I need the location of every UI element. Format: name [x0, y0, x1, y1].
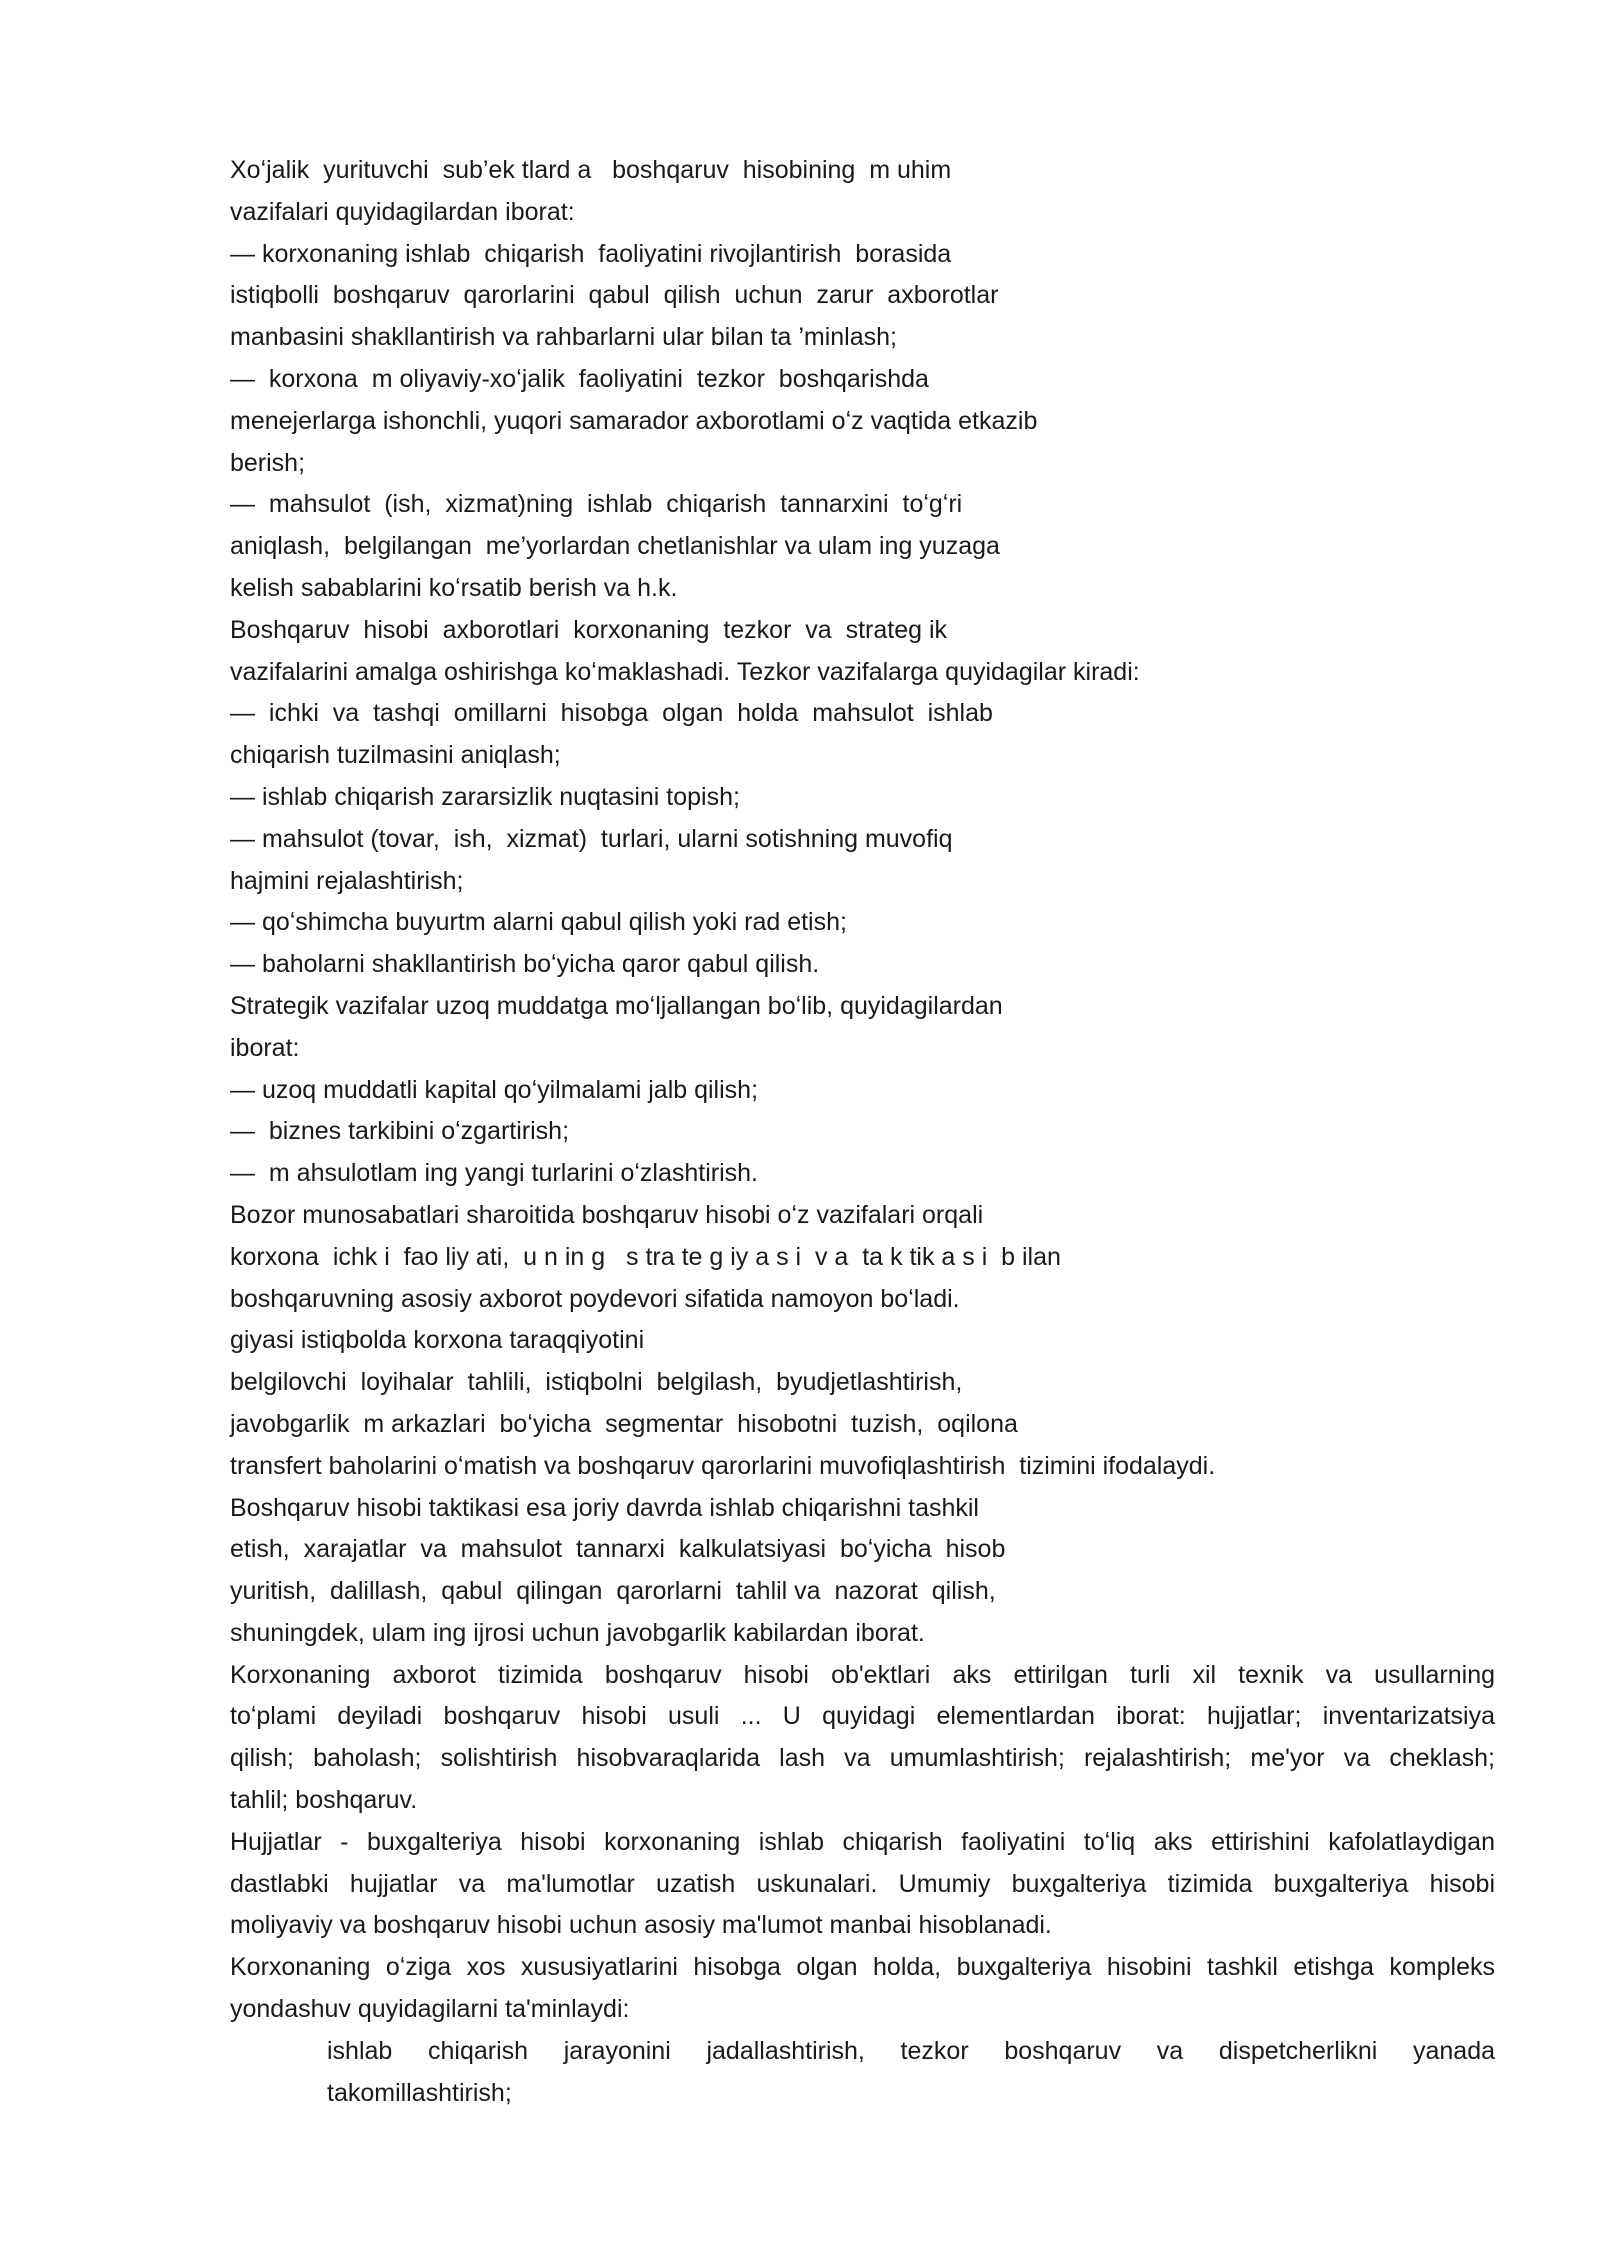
text-line: dastlabki hujjatlar va ma'lumotlar uzatish uskunalari. Umumiy buxgalteriya tizimida buxgalteriya hisobi	[230, 1869, 1495, 1898]
text-line: qilish; baholash; solishtirish hisobvaraqlarida lash va umumlashtirish; rejalashtirish; me'yor va cheklash;	[230, 1744, 1495, 1773]
text-line: javobgarlik m arkazlari boʻyicha segmentar hisobotni tuzish, oqilona	[230, 1409, 1018, 1438]
text-line: iborat:	[230, 1033, 300, 1062]
text-line: — ichki va tashqi omillarni hisobga olgan holda mahsulot ishlab	[230, 699, 993, 728]
text-line: — baholarni shakllantirish boʻyicha qaror qabul qilish.	[230, 950, 820, 979]
text-line: Bozor munosabatlari sharoitida boshqaruv hisobi oʻz vazifalari orqali	[230, 1200, 984, 1229]
text-line: giyasi istiqbolda korxona taraqqiyotini	[230, 1326, 645, 1355]
text-line: Strategik vazifalar uzoq muddatga moʻljallangan boʻlib, quyidagilardan	[230, 991, 1003, 1020]
text-line: — uzoq muddatli kapital qoʻyilmalami jalb qilish;	[230, 1075, 759, 1104]
text-line: Boshqaruv hisobi axborotlari korxonaning tezkor va strateg ik	[230, 615, 948, 644]
text-line: — mahsulot (tovar, ish, xizmat) turlari, ularni sotishning muvofiq	[230, 824, 953, 853]
text-line: — mahsulot (ish, xizmat)ning ishlab chiqarish tannarxini toʻgʻri	[230, 490, 963, 519]
text-line: kelish sabablarini koʻrsatib berish va h.k.	[230, 573, 678, 602]
text-line: korxona ichk i fao liy ati, u n in g s tra te g iy a s i v a ta k tik a s i b ilan	[230, 1242, 1061, 1271]
text-line: — m ahsulotlam ing yangi turlarini oʻzlashtirish.	[230, 1159, 758, 1188]
text-line: berish;	[230, 448, 306, 477]
text-line: — biznes tarkibini oʻzgartirish;	[230, 1117, 570, 1146]
text-line: istiqbolli boshqaruv qarorlarini qabul qilish uchun zarur axborotlar	[230, 281, 999, 310]
text-line: — korxonaning ishlab chiqarish faoliyatini rivojlantirish borasida	[230, 239, 952, 268]
text-line: yuritish, dalillash, qabul qilingan qarorlarni tahlil va nazorat qilish,	[230, 1577, 996, 1606]
text-line: vazifalarini amalga oshirishga koʻmaklashadi. Tezkor vazifalarga quyidagilar kiradi:	[230, 657, 1140, 686]
text-line: Xoʻjalik yurituvchi sub’ek tlard a boshqaruv hisobining m uhim	[230, 156, 952, 184]
text-line: — qoʻshimcha buyurtm alarni qabul qilish yoki rad etish;	[230, 908, 847, 937]
document-body	[230, 150, 1495, 2114]
text-line: yondashuv quyidagilarni ta'minlaydi:	[230, 1995, 630, 2024]
text-line: menejerlarga ishonchli, yuqori samarador axborotlami oʻz vaqtida etkazib	[230, 406, 1038, 435]
text-line: — ishlab chiqarish zararsizlik nuqtasini topish;	[230, 782, 740, 811]
text-line: aniqlash, belgilangan me’yorlardan chetlanishlar va ulam ing yuzaga	[230, 532, 1000, 561]
text-line: boshqaruvning asosiy axborot poydevori sifatida namoyon boʻladi.	[230, 1284, 960, 1313]
text-line: shuningdek, ulam ing ijrosi uchun javobgarlik kabilardan iborat.	[230, 1618, 925, 1647]
text-line: — korxona m oliyaviy-xoʻjalik faoliyatini tezkor boshqarishda	[230, 364, 929, 393]
text-line: toʻplami deyiladi boshqaruv hisobi usuli ... U quyidagi elementlardan iborat: hujjatlar; inventarizatsiya	[230, 1702, 1495, 1731]
text-line: belgilovchi loyihalar tahlili, istiqbolni belgilash, byudjetlashtirish,	[230, 1368, 963, 1397]
text-line: hajmini rejalashtirish;	[230, 866, 464, 895]
list-item-line: takomillashtirish;	[327, 2078, 512, 2107]
text-line: moliyaviy va boshqaruv hisobi uchun asosiy ma'lumot manbai hisoblanadi.	[230, 1911, 1052, 1940]
text-line: etish, xarajatlar va mahsulot tannarxi kalkulatsiyasi boʻyicha hisob	[230, 1535, 1006, 1564]
text-line: transfert baholarini oʻmatish va boshqaruv qarorlarini muvofiqlashtirish tizimini ifodalaydi.	[230, 1451, 1216, 1480]
text-line: tahlil; boshqaruv.	[230, 1786, 418, 1815]
text-line: Boshqaruv hisobi taktikasi esa joriy davrda ishlab chiqarishni tashkil	[230, 1493, 979, 1522]
text-line: chiqarish tuzilmasini aniqlash;	[230, 741, 561, 770]
text-line: Korxonaning axborot tizimida boshqaruv hisobi ob'ektlari aks ettirilgan turli xil texnik va usullarning	[230, 1660, 1495, 1689]
text-line: Korxonaning oʻziga xos xususiyatlarini hisobga olgan holda, buxgalteriya hisobini tashkil etishga kompleks	[230, 1953, 1495, 1982]
list-item-line: ishlab chiqarish jarayonini jadallashtirish, tezkor boshqaruv va dispetcherlikni yanada	[327, 2036, 1495, 2065]
text-line: manbasini shakllantirish va rahbarlarni ular bilan ta ’minlash;	[230, 323, 897, 352]
text-line: Hujjatlar - buxgalteriya hisobi korxonaning ishlab chiqarish faoliyatini toʻliq aks ettirishini kafolatlaydigan	[230, 1827, 1495, 1856]
text-line: vazifalari quyidagilardan iborat:	[230, 197, 575, 226]
